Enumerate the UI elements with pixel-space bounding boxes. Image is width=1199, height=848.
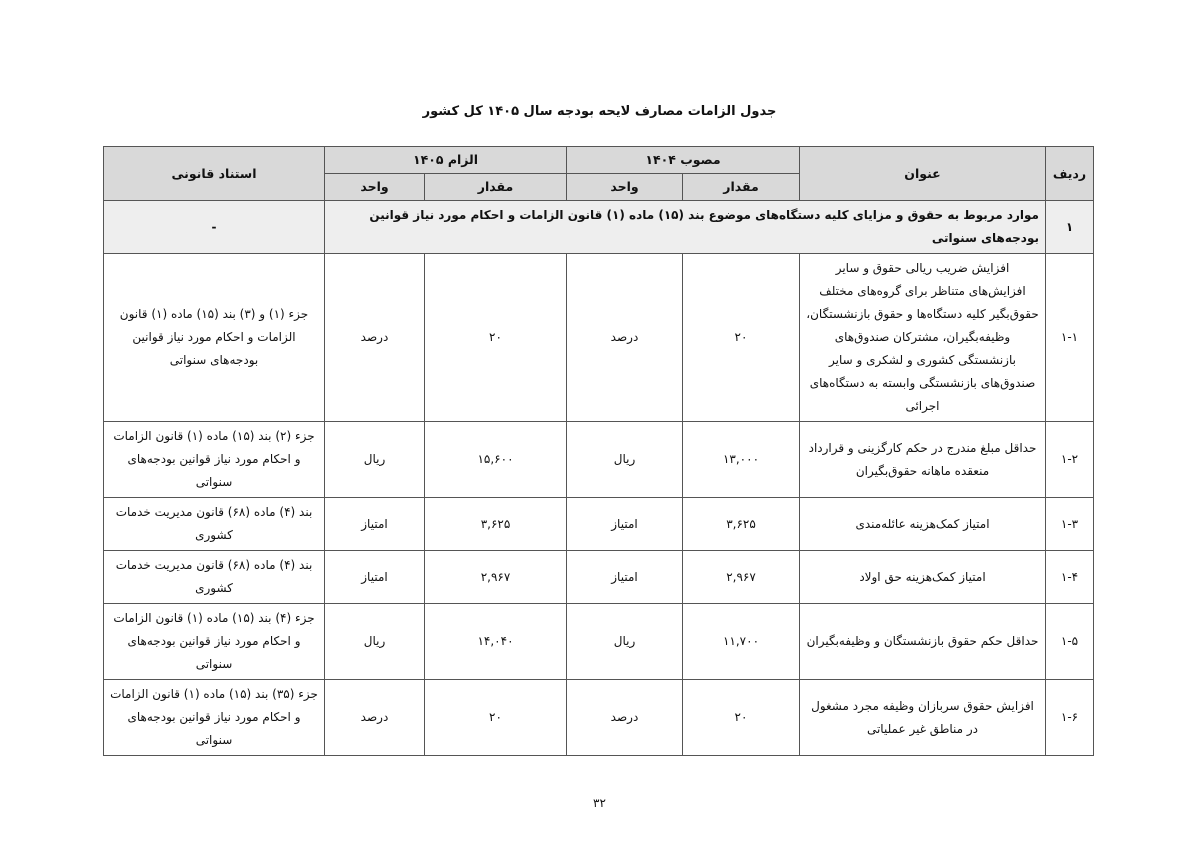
row-subject: حداقل حکم حقوق بازنشستگان و وظیفه‌بگیران	[800, 604, 1046, 680]
table-title: جدول الزامات مصارف لایحه بودجه سال ۱۴۰۵ کل کشور	[422, 104, 777, 119]
row-no: ۱-۲	[1046, 422, 1094, 498]
section-legal-basis: -	[104, 201, 325, 254]
req-unit: درصد	[325, 254, 425, 422]
legal-basis: جزء (۱) و (۳) بند (۱۵) ماده (۱) قانون الزامات و احکام مورد نیاز قوانین بودجه‌های سنواتی	[104, 254, 325, 422]
approved-amount: ۱۳,۰۰۰	[683, 422, 800, 498]
header-approved-unit: واحد	[567, 174, 683, 201]
table-row	[104, 498, 1094, 551]
req-unit: امتیاز	[325, 551, 425, 604]
legal-basis: جزء (۳۵) بند (۱۵) ماده (۱) قانون الزامات و احکام مورد نیاز قوانین بودجه‌های سنواتی	[104, 680, 325, 756]
row-subject: افزایش ضریب ریالی حقوق و سایر افزایش‌های متناظر برای گروه‌های مختلف حقوق‌بگیر کلیه دستگاه‌ها و حقوق بازنشستگان، وظیفه‌بگیران، مشترکان صندوق‌های بازنشستگی کشوری و لشکری و سایر صندوق‌های بازنشستگی وابسته به دستگاه‌های اجرائی	[800, 254, 1046, 422]
approved-amount: ۲۰	[683, 680, 800, 756]
req-unit: امتیاز	[325, 498, 425, 551]
approved-unit: امتیاز	[567, 551, 683, 604]
req-amount: ۲۰	[425, 680, 567, 756]
header-row-top	[104, 147, 1094, 174]
row-no: ۱-۱	[1046, 254, 1094, 422]
req-amount: ۱۵,۶۰۰	[425, 422, 567, 498]
header-legal-basis: استناد قانونی	[104, 147, 325, 201]
legal-basis: جزء (۴) بند (۱۵) ماده (۱) قانون الزامات و احکام مورد نیاز قوانین بودجه‌های سنواتی	[104, 604, 325, 680]
section-title: موارد مربوط به حقوق و مزایای کلیه دستگاه‌های موضوع بند (۱۵) ماده (۱) قانون الزامات و احکام مورد نیاز قوانین بودجه‌های سنواتی	[325, 201, 1046, 254]
approved-amount: ۳,۶۲۵	[683, 498, 800, 551]
header-approved-amount: مقدار	[683, 174, 800, 201]
req-amount: ۲,۹۶۷	[425, 551, 567, 604]
req-amount: ۳,۶۲۵	[425, 498, 567, 551]
approved-unit: امتیاز	[567, 498, 683, 551]
table-row	[104, 551, 1094, 604]
row-no: ۱-۵	[1046, 604, 1094, 680]
header-requirement-group: الزام ۱۴۰۵	[325, 147, 567, 174]
row-subject: امتیاز کمک‌هزینه عائله‌مندی	[800, 498, 1046, 551]
approved-unit: درصد	[567, 680, 683, 756]
legal-basis: بند (۴) ماده (۶۸) قانون مدیریت خدمات کشوری	[104, 498, 325, 551]
row-subject: حداقل مبلغ مندرج در حکم کارگزینی و قرارداد منعقده ماهانه حقوق‌بگیران	[800, 422, 1046, 498]
legal-basis: بند (۴) ماده (۶۸) قانون مدیریت خدمات کشوری	[104, 551, 325, 604]
req-amount: ۲۰	[425, 254, 567, 422]
req-unit: ریال	[325, 422, 425, 498]
table-row	[104, 604, 1094, 680]
approved-unit: ریال	[567, 604, 683, 680]
legal-basis: جزء (۲) بند (۱۵) ماده (۱) قانون الزامات و احکام مورد نیاز قوانین بودجه‌های سنواتی	[104, 422, 325, 498]
header-subject: عنوان	[800, 147, 1046, 201]
section-row	[104, 201, 1094, 254]
table-row	[104, 680, 1094, 756]
req-unit: ریال	[325, 604, 425, 680]
row-no: ۱-۳	[1046, 498, 1094, 551]
req-unit: درصد	[325, 680, 425, 756]
page-number: ۳۲	[593, 796, 606, 810]
row-subject: افزایش حقوق سربازان وظیفه مجرد مشغول در مناطق غیر عملیاتی	[800, 680, 1046, 756]
row-no: ۱-۴	[1046, 551, 1094, 604]
header-req-amount: مقدار	[425, 174, 567, 201]
approved-unit: ریال	[567, 422, 683, 498]
approved-amount: ۲,۹۶۷	[683, 551, 800, 604]
header-approved-group: مصوب ۱۴۰۴	[567, 147, 800, 174]
table-row	[104, 422, 1094, 498]
row-subject: امتیاز کمک‌هزینه حق اولاد	[800, 551, 1046, 604]
budget-requirements-table	[103, 146, 1094, 756]
table-row	[104, 254, 1094, 422]
approved-unit: درصد	[567, 254, 683, 422]
section-row-no: ۱	[1046, 201, 1094, 254]
header-req-unit: واحد	[325, 174, 425, 201]
req-amount: ۱۴,۰۴۰	[425, 604, 567, 680]
header-row-no: ردیف	[1046, 147, 1094, 201]
row-no: ۱-۶	[1046, 680, 1094, 756]
approved-amount: ۲۰	[683, 254, 800, 422]
approved-amount: ۱۱,۷۰۰	[683, 604, 800, 680]
